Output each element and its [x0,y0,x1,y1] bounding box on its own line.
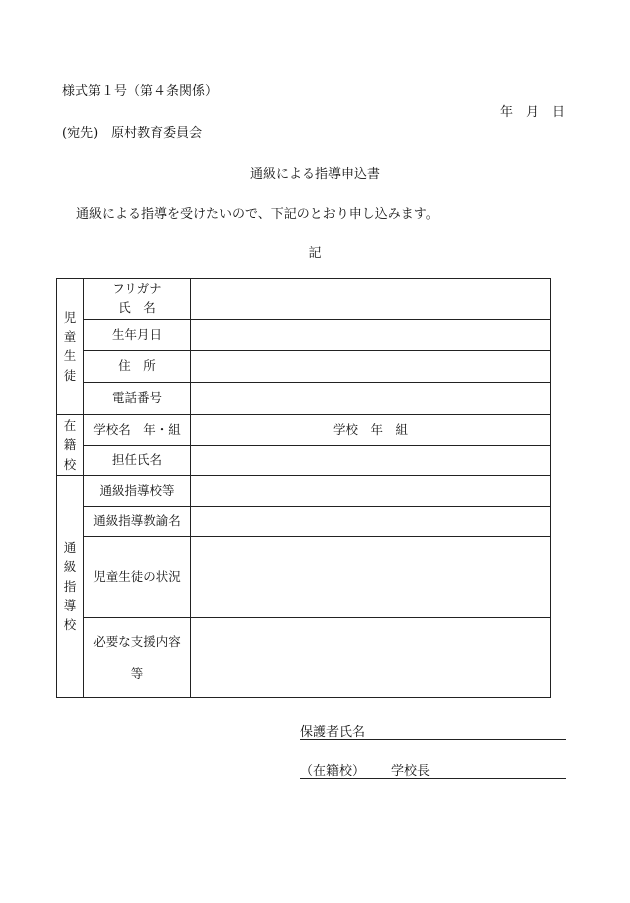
tsukyu-group-label: 通級指導校 [63,539,77,633]
ki-marker: 記 [308,246,322,261]
addressee: (宛先) 原村教育委員会 [62,126,203,141]
birthdate-field[interactable] [191,320,551,351]
tsukyu-school-field[interactable] [191,476,551,507]
child-status-label: 児童生徒の状況 [84,537,191,618]
school-grade-class-label: 学校名 年・組 [84,415,191,446]
document-title: 通級による指導申込書 [249,167,380,182]
child-group-cell [57,279,84,415]
date-line: 年 月 日 [500,105,566,120]
guardian-label: 保護者氏名 [300,725,366,740]
birthdate-label: 生年月日 [84,320,191,351]
application-form-table [56,278,551,698]
enrolled-group-cell [57,415,84,476]
name-label-cell [84,279,191,320]
form-number: 様式第１号（第４条関係） [62,84,219,99]
phone-field[interactable] [191,383,551,415]
enrolled-school-paren: （在籍校） [300,764,366,779]
support-field[interactable] [191,618,551,698]
child-status-field[interactable] [191,537,551,618]
tsukyu-teacher-field[interactable] [191,507,551,537]
support-label-line-1: 必要な支援内容 [93,634,181,650]
enrolled-group-label: 在籍校 [63,417,77,472]
name-label: 氏 名 [118,300,156,315]
tsukyu-teacher-label: 通級指導教諭名 [84,507,191,537]
tsukyu-group-cell [57,476,84,698]
principal-label: 学校長 [391,764,431,779]
address-field[interactable] [191,351,551,383]
homeroom-teacher-field[interactable] [191,446,551,476]
tsukyu-school-label: 通級指導校等 [84,476,191,507]
address-label: 住 所 [84,351,191,383]
child-group-label: 児童生徒 [63,309,77,383]
school-grade-class-field[interactable]: 学校 年 組 [191,415,551,446]
principal-signature-line[interactable] [300,760,566,779]
phone-label: 電話番号 [84,383,191,415]
homeroom-teacher-label: 担任氏名 [84,446,191,476]
furigana-label: フリガナ [112,281,162,297]
support-label-cell [84,618,191,698]
intro-text: 通級による指導を受けたいので、下記のとおり申し込みます。 [76,207,439,222]
guardian-signature-line[interactable] [300,721,566,740]
support-label-line-2: 等 [130,665,144,681]
name-field[interactable] [191,279,551,320]
